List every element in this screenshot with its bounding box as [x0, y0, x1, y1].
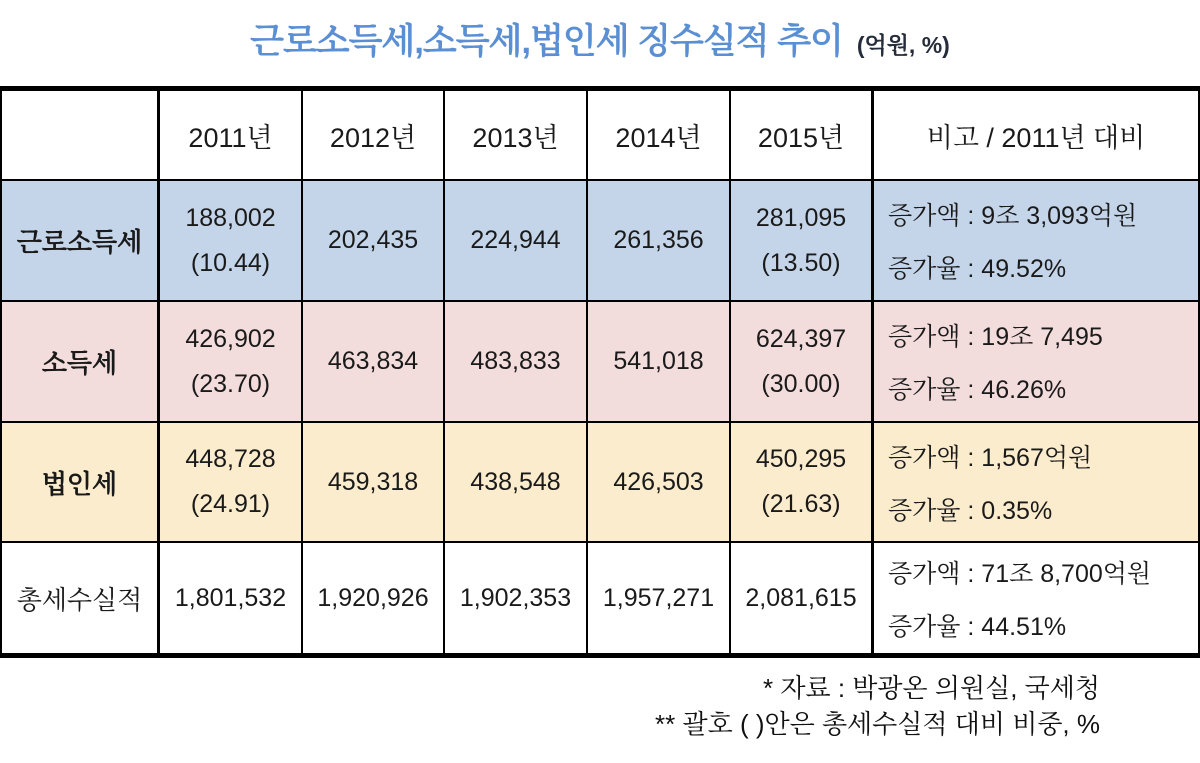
remark-cell [874, 423, 1198, 543]
table-row-income-tax [2, 302, 1198, 423]
row-label: 법인세 [2, 423, 160, 543]
remark-cell [874, 302, 1198, 423]
share-of-total: (23.70) [190, 369, 271, 398]
footnote-parentheses-note: ** 괄호 ( )안은 총세수실적 대비 비중, % [655, 709, 1100, 739]
share-of-total: (21.63) [761, 490, 841, 518]
value-cell-2013: 224,944 [445, 181, 588, 302]
increase-amount: 증가액 : 1,567억원 [888, 443, 1093, 472]
footnote-source: * 자료 : 박광온 의원실, 국세청 [763, 673, 1100, 703]
value-cell-2012: 1,920,926 [303, 543, 445, 653]
row-label: 근로소득세 [2, 181, 160, 302]
value-cell-2012: 459,318 [303, 423, 445, 543]
year-header-2013: 2013년 [445, 91, 588, 181]
value-cell-2011 [160, 423, 303, 543]
share-of-total: (30.00) [761, 369, 841, 398]
value-cell-2014: 541,018 [588, 302, 731, 423]
value-cell-2014: 426,503 [588, 423, 731, 543]
row-label: 총세수실적 [2, 543, 160, 653]
row-label: 소득세 [2, 302, 160, 423]
title-unit: (억원, %) [856, 32, 950, 58]
value-cell-2013: 1,902,353 [445, 543, 588, 653]
value: 426,902 [185, 324, 276, 353]
increase-rate: 증가율 : 46.26% [888, 376, 1067, 404]
value-cell-2013: 483,833 [445, 302, 588, 423]
increase-rate: 증가율 : 0.35% [888, 496, 1053, 525]
table-row-corporate-tax [2, 423, 1198, 543]
increase-amount: 증가액 : 19조 7,495 [888, 323, 1103, 351]
value: 450,295 [755, 445, 847, 473]
increase-rate: 증가율 : 49.52% [888, 255, 1067, 283]
remark-cell [874, 181, 1198, 302]
value: 448,728 [185, 445, 276, 473]
year-header-2012: 2012년 [303, 91, 445, 181]
value-cell-2011 [160, 302, 303, 423]
year-header-2015: 2015년 [731, 91, 874, 181]
value: 624,397 [755, 324, 847, 353]
value-cell-2014: 1,957,271 [588, 543, 731, 653]
share-of-total: (10.44) [190, 248, 271, 277]
page-title: 근로소득세,소득세,법인세 징수실적 추이 [250, 22, 843, 61]
value-cell-2012: 463,834 [303, 302, 445, 423]
year-header-2011: 2011년 [160, 91, 303, 181]
value-cell-2015 [731, 423, 874, 543]
value-cell-2015 [731, 181, 874, 302]
increase-rate: 증가율 : 44.51% [888, 612, 1067, 641]
tax-collection-table [0, 86, 1200, 658]
value-cell-2012: 202,435 [303, 181, 445, 302]
table-header-row [2, 91, 1198, 181]
share-of-total: (13.50) [761, 248, 841, 277]
value-cell-2015 [731, 302, 874, 423]
value: 188,002 [185, 203, 276, 232]
value: 281,095 [755, 203, 847, 232]
corner-cell [2, 91, 160, 181]
footnotes [0, 670, 1200, 742]
value-cell-2011 [160, 181, 303, 302]
increase-amount: 증가액 : 71조 8,700억원 [888, 559, 1152, 588]
title-bar [0, 0, 1200, 86]
value-cell-2013: 438,548 [445, 423, 588, 543]
increase-amount: 증가액 : 9조 3,093억원 [888, 202, 1138, 230]
value-cell-2014: 261,356 [588, 181, 731, 302]
table-row-total-tax-revenue [2, 543, 1198, 653]
value-cell-2015: 2,081,615 [731, 543, 874, 653]
table-row-worker-income-tax [2, 181, 1198, 302]
year-header-2014: 2014년 [588, 91, 731, 181]
value-cell-2011: 1,801,532 [160, 543, 303, 653]
remark-header: 비고 / 2011년 대비 [874, 91, 1198, 181]
remark-cell [874, 543, 1198, 653]
share-of-total: (24.91) [190, 490, 271, 518]
